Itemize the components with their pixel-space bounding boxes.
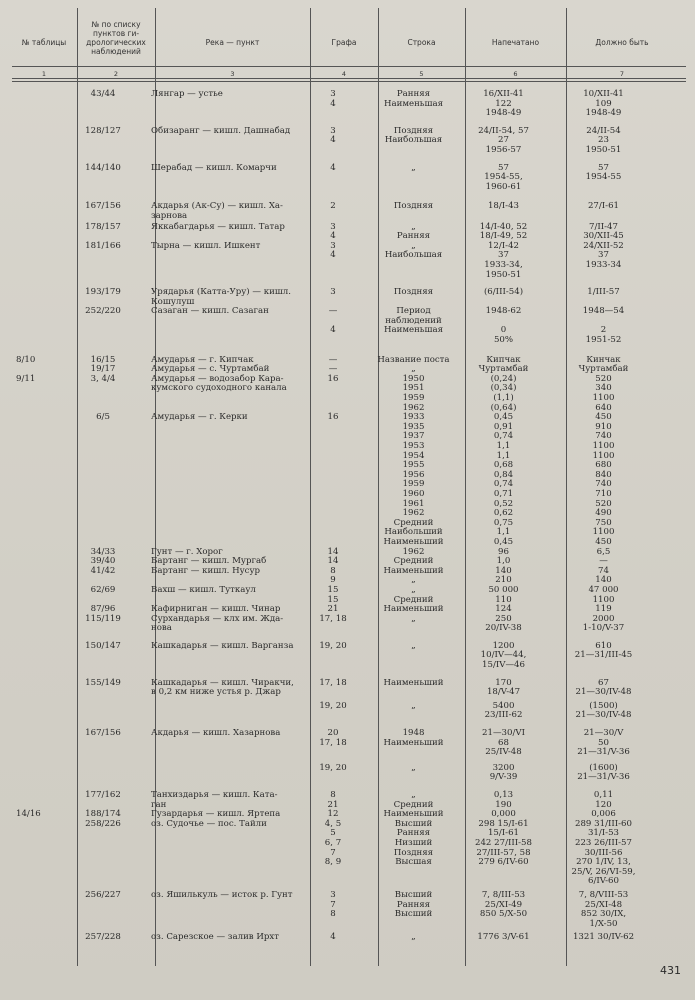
river-station: Шерабад — кишл. Комарчи xyxy=(151,162,277,173)
river-station: Кашкадарья — кишл. Варганза xyxy=(151,640,294,651)
table-row xyxy=(0,729,695,758)
column-ref: 4 xyxy=(330,932,336,943)
printed-value: 14/I-40, 52 18/I-49, 52 xyxy=(479,221,528,242)
column-ref: 3 4 xyxy=(330,221,336,242)
correct-value: 520 340 1100 640 xyxy=(592,373,615,413)
table-number: 14/16 xyxy=(16,809,41,820)
river-station: Урядарья (Катта-Уру) — кишл. Кошулуш xyxy=(151,287,292,307)
column-ref: 4 xyxy=(330,162,336,173)
line-ref: „ Наибольшая xyxy=(384,240,443,261)
correct-value: 57 1954-55 xyxy=(585,162,622,183)
column-ref: — — xyxy=(328,354,338,375)
correct-value: 7, 8/VIII-53 25/XI-48 852 30/IX, 1/X-50 xyxy=(578,889,629,929)
station-number: 252/220 xyxy=(85,306,121,317)
header-river-station: Река — пункт xyxy=(205,38,260,47)
station-number: 144/140 xyxy=(85,162,121,173)
station-number: 16/15 19/17 xyxy=(90,354,116,375)
station-number: 188/174 258/226 xyxy=(85,809,121,829)
line-ref: „ xyxy=(411,640,416,651)
table-row xyxy=(0,548,695,586)
table-row xyxy=(0,242,695,280)
line-ref: Наименьший Высший Ранняя Низший Поздняя Высшая xyxy=(383,809,444,868)
line-ref: „ xyxy=(411,762,416,773)
correct-value: 1321 30/IV-62 xyxy=(572,932,635,943)
station-number: 43/44 xyxy=(90,89,116,99)
table-row xyxy=(0,90,695,119)
header-rule xyxy=(12,81,686,82)
header-line: Строка xyxy=(407,38,436,47)
correct-value: 1/III-57 xyxy=(587,287,620,298)
correct-value: 7/II-47 30/XII-45 xyxy=(583,221,624,242)
table-number: 8/10 xyxy=(16,354,36,365)
station-number: 155/149 xyxy=(85,677,121,688)
table-row xyxy=(0,891,695,929)
printed-value: 57 1954-55, 1960-61 xyxy=(484,162,523,192)
printed-value: 7, 8/III-53 25/XI-49 850 5/X-50 xyxy=(479,889,528,920)
printed-value: 1776 3/V-61 xyxy=(477,932,530,943)
correct-value: 27/I-61 xyxy=(587,201,620,212)
river-station: Гунт — г. Хорог Бартанг — кишл. Мургаб Бартанг — кишл. Нусур xyxy=(151,546,267,576)
station-number: 3, 4/4 xyxy=(90,373,116,384)
line-ref: Поздняя Наибольшая xyxy=(384,125,443,146)
printed-value: 21—30/VI 68 25/IV-48 xyxy=(482,728,525,758)
table-row xyxy=(0,810,695,887)
column-ref: 14 14 8 9 xyxy=(327,546,339,586)
correct-value: 67 21—30/IV-48 xyxy=(575,677,632,698)
line-ref: 1933 1935 1937 1953 1954 1955 1956 1959 1960 1961 1962 Средний Наибольший Наименьший xyxy=(383,412,444,547)
line-ref: Поздняя xyxy=(393,287,434,298)
station-number: 34/33 39/40 41/42 xyxy=(90,546,116,576)
line-ref: „ Средний xyxy=(393,790,434,810)
line-ref: Наименьший xyxy=(383,677,444,688)
table-row xyxy=(0,356,695,375)
correct-value: 1948—54 2 1951-52 xyxy=(582,306,625,346)
river-station: Кашкадарья — кишл. Чиракчи, в 0,2 км ниже устья р. Джар xyxy=(151,677,294,698)
correct-value: (1600) 21—31/V-36 xyxy=(577,762,630,783)
line-ref: 1962 Средний Наименьший „ xyxy=(383,546,444,586)
correct-value: 610 21—31/III-45 xyxy=(574,640,633,661)
line-ref: „ Ранняя xyxy=(396,221,431,242)
column-ref: 20 17, 18 xyxy=(319,728,347,748)
correct-value: (1500) 21—30/IV-48 xyxy=(575,700,632,721)
printed-value: (6/III-54) xyxy=(483,287,524,298)
river-station: Акдарья (Ак-Су) — кишл. Ха- зарнова xyxy=(151,201,283,221)
river-station: Акдарья — кишл. Хазарнова xyxy=(151,728,281,739)
line-ref: Период наблюдений Наименьшая xyxy=(383,306,444,336)
line-ref: 1950 1951 1959 1962 xyxy=(402,373,425,413)
printed-value: 12/I-42 37 1933-34, 1950-51 xyxy=(484,240,523,280)
column-index: 4 xyxy=(341,70,347,78)
table-row xyxy=(0,413,695,547)
correct-value: 119 2000 1-10/V-37 xyxy=(582,604,625,634)
header-table-number: № таблицы xyxy=(21,38,67,47)
table-row xyxy=(0,375,695,413)
column-ref: 21 17, 18 xyxy=(319,604,347,624)
column-ref: 15 15 xyxy=(327,584,339,605)
table-row xyxy=(0,605,695,634)
header-printed: Напечатано xyxy=(491,38,540,47)
page-number: 431 xyxy=(660,964,681,977)
line-ref: Наименьший „ xyxy=(383,604,444,624)
column-ref: 16 xyxy=(327,373,339,384)
column-ref: 3 xyxy=(330,287,336,298)
printed-value: 0,13 190 xyxy=(493,790,514,810)
correct-value: 6,5 — 74 140 xyxy=(595,546,612,586)
column-ref: 8 21 xyxy=(327,790,339,810)
printed-value: 24/II-54, 57 27 1956-57 xyxy=(478,125,529,155)
station-number: 128/127 xyxy=(85,125,121,136)
column-ref: 17, 18 xyxy=(319,677,347,688)
correct-value: 21—30/V 50 21—31/V-36 xyxy=(577,728,630,758)
correct-value: 450 910 740 1100 1100 680 840 740 710 520 490 750 1100 450 xyxy=(592,412,615,547)
station-number: 62/69 xyxy=(90,584,116,595)
table-row xyxy=(0,288,695,307)
column-ref: 19, 20 xyxy=(319,762,347,773)
table-row xyxy=(0,307,695,345)
station-number: 178/157 xyxy=(85,221,121,232)
printed-value: 18/I-43 xyxy=(487,201,520,212)
station-number: 87/96 115/119 xyxy=(85,604,121,624)
river-station: Лянгар — устье xyxy=(151,89,223,99)
river-station: Вахш — кишл. Туткаул xyxy=(151,584,256,595)
printed-value: 3200 9/V-39 xyxy=(489,762,518,783)
correct-value: Кинчак Чуртамбай xyxy=(578,354,629,375)
table-row xyxy=(0,164,695,193)
column-ref: 19, 20 xyxy=(319,700,347,711)
station-number: 6/5 xyxy=(96,412,110,423)
column-ref: 3 4 xyxy=(330,125,336,146)
table-row xyxy=(0,933,695,943)
header-rule xyxy=(12,66,686,67)
river-station: Обизаранг — кишл. Дашнабад xyxy=(151,125,291,136)
line-ref: „ xyxy=(411,700,416,711)
table-row xyxy=(0,702,695,721)
line-ref: Название поста „ xyxy=(377,354,450,375)
printed-value: 0,45 0,91 0,74 1,1 1,1 0,68 0,84 0,74 0,71 0,52 0,62 0,75 1,1 0,45 xyxy=(493,412,514,547)
station-number: 193/179 xyxy=(85,287,121,298)
river-station: оз. Сарезское — залив Ирхт xyxy=(151,932,279,943)
table-row xyxy=(0,586,695,605)
station-number: 150/147 xyxy=(85,640,121,651)
column-ref: 2 xyxy=(330,201,336,212)
column-index: 6 xyxy=(513,70,518,78)
table-row xyxy=(0,791,695,810)
column-ref: 16 xyxy=(327,412,339,423)
river-station: Кафирниган — кишл. Чинар Сурхандарья — клх им. Жда- нова xyxy=(151,604,284,634)
column-index: 7 xyxy=(619,70,625,78)
printed-value: 1948-62 0 50% xyxy=(485,306,522,346)
column-index: 2 xyxy=(113,70,119,78)
line-ref: Высший Ранняя Высший xyxy=(394,889,433,920)
column-index: 3 xyxy=(230,70,235,78)
column-index: 1 xyxy=(41,70,47,78)
printed-value: 0,000 298 15/I-61 15/I-61 242 27/III-58 27/III-57, 58 279 6/IV-60 xyxy=(475,809,532,868)
table-row xyxy=(0,202,695,221)
correct-value: 47 000 1100 xyxy=(588,584,619,605)
river-station: Амударья — г. Керки xyxy=(151,412,248,423)
table-row xyxy=(0,223,695,242)
printed-value: (0,24) (0,34) (1,1) (0,64) xyxy=(490,373,517,413)
printed-value: Кипчак Чуртамбай xyxy=(478,354,529,375)
station-number: 181/166 xyxy=(85,240,121,251)
table-row xyxy=(0,764,695,783)
table-row xyxy=(0,679,695,698)
column-ref: 3 7 8 xyxy=(330,889,336,920)
correct-value: 0,006 289 31/III-60 31/I-53 223 26/III-57 30/III-56 270 1/IV, 13, 25/V, 26/VI-59, 6/IV-60 xyxy=(571,809,636,887)
line-ref: Ранняя Наименьшая xyxy=(383,89,444,109)
printed-value: 16/XII-41 122 1948-49 xyxy=(483,89,524,119)
correct-value: 24/XII-52 37 1933-34 xyxy=(583,240,624,270)
river-station: Тырна — кишл. Ишкент xyxy=(151,240,261,251)
header-column: Графа xyxy=(331,38,357,47)
river-station: Сазаган — кишл. Сазаган xyxy=(151,306,269,317)
column-ref: — 4 xyxy=(328,306,338,336)
line-ref: „ xyxy=(411,932,416,943)
printed-value: 124 250 20/IV-38 xyxy=(485,604,522,634)
table-number: 9/11 xyxy=(16,373,36,384)
printed-value: 5400 23/III-62 xyxy=(484,700,523,721)
printed-value: 96 1,0 140 210 xyxy=(495,546,512,586)
river-station: оз. Яшилькуль — исток р. Гунт xyxy=(151,889,293,900)
line-ref: „ Средний xyxy=(393,584,434,605)
line-ref: Поздняя xyxy=(393,201,434,212)
line-ref: 1948 Наименьший xyxy=(383,728,444,748)
station-number: 257/228 xyxy=(85,932,121,943)
printed-value: 170 18/V-47 xyxy=(486,677,521,698)
river-station: Амударья — г. Кипчак Амударья — с. Чуртамбай xyxy=(151,354,270,375)
correct-value: 0,11 120 xyxy=(593,790,614,810)
station-number: 167/156 xyxy=(85,728,121,739)
header-should-be: Должно быть xyxy=(595,38,649,47)
column-ref: 3 4 xyxy=(330,240,336,261)
river-station: Амударья — водозабор Кара- кумского судоходного канала xyxy=(151,373,287,394)
line-ref: „ xyxy=(411,162,416,173)
river-station: Танхиздарья — кишл. Ката- ган xyxy=(151,790,278,810)
printed-value: 50 000 110 xyxy=(488,584,519,605)
header-station-list-number: № по списку пунктов ги- дрологических наблюдений xyxy=(86,20,146,56)
table-row xyxy=(0,642,695,671)
errata-table-body xyxy=(0,84,695,966)
station-number: 177/162 xyxy=(85,790,121,800)
station-number: 256/227 xyxy=(85,889,121,900)
river-station: Гузардарья — кишл. Яртепа оз. Судочье — пос. Тайли xyxy=(151,809,281,829)
column-index: 5 xyxy=(419,70,424,78)
column-ref: 3 4 xyxy=(330,89,336,109)
column-ref: 12 4, 5 5 6, 7 7 8, 9 xyxy=(324,809,342,868)
column-ref: 19, 20 xyxy=(319,640,347,651)
river-station: Яккабагдарья — кишл. Татар xyxy=(151,221,285,232)
correct-value: 10/XII-41 109 1948-49 xyxy=(583,89,624,119)
printed-value: 1200 10/IV—44, 15/IV—46 xyxy=(480,640,527,671)
station-number: 167/156 xyxy=(85,201,121,212)
correct-value: 24/II-54 23 1950-51 xyxy=(585,125,622,155)
table-row xyxy=(0,127,695,156)
